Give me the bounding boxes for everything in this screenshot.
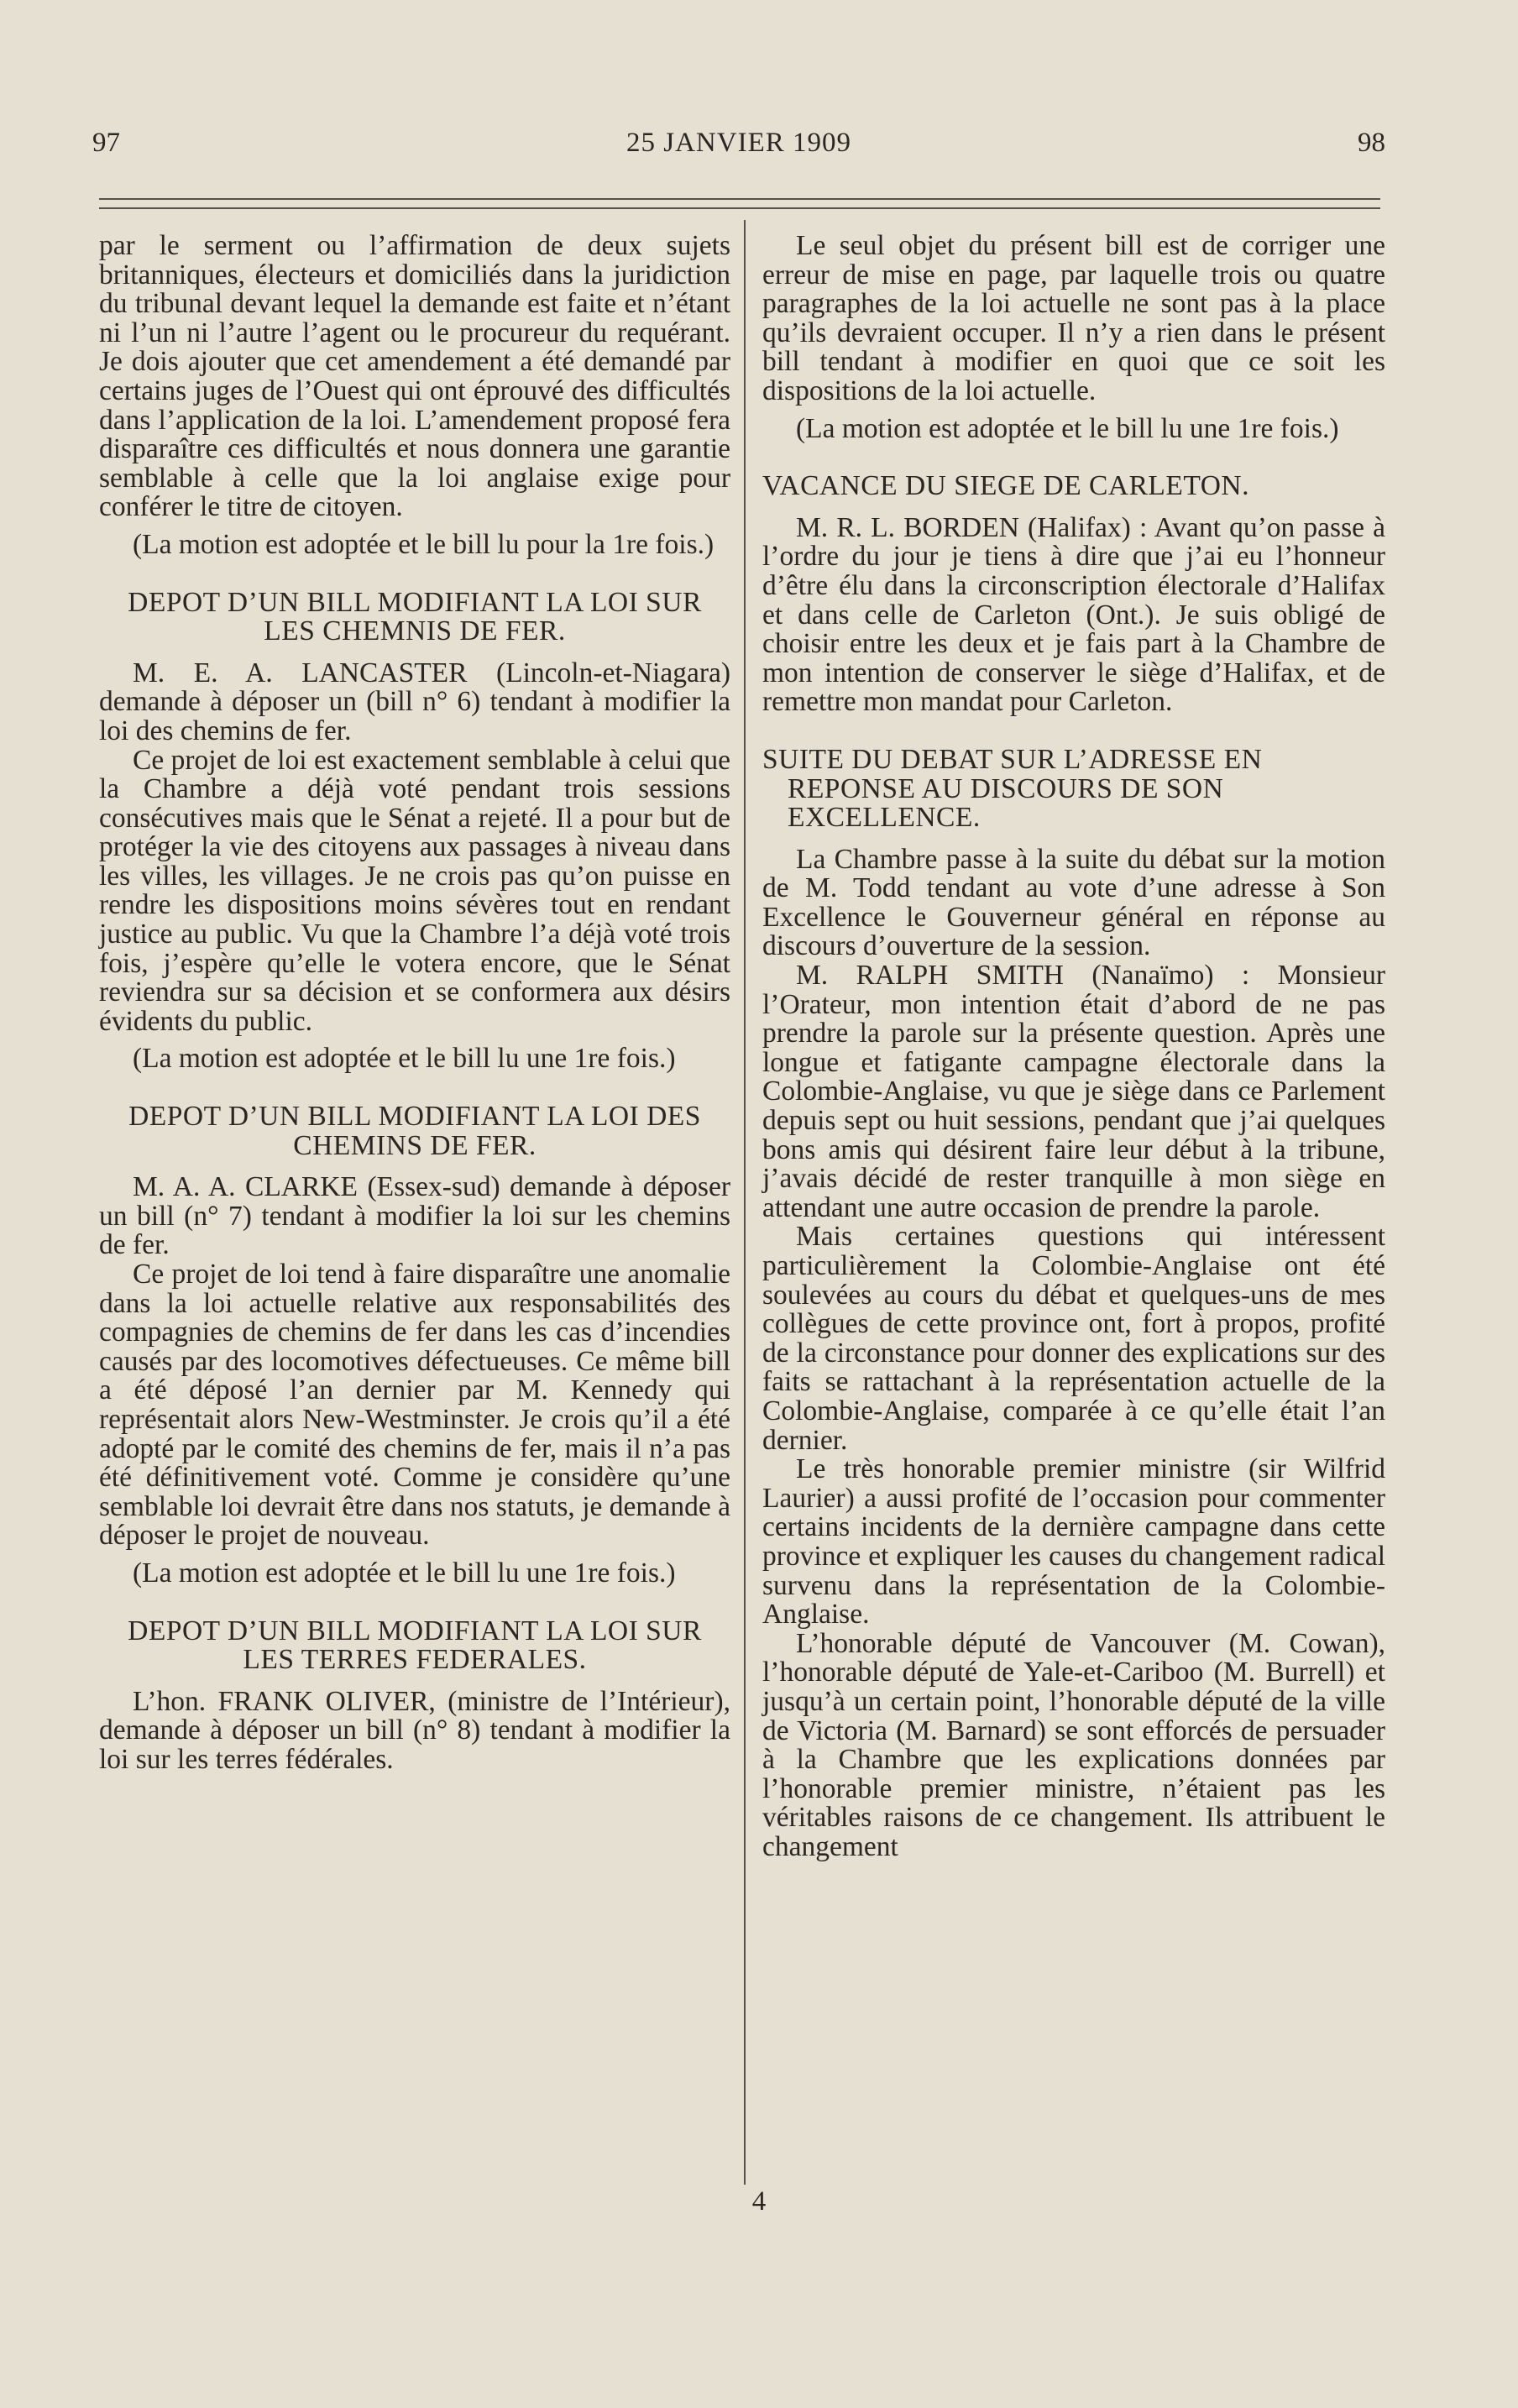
paragraph: L’honorable député de Vancouver (M. Cowan), l’honorable député de Yale-et-Cariboo (M. Burrell) et jusqu’à un certain point, l’honorable député de la ville de Victoria (M. Barnard) se sont efforcés de persuader à la Chambre que les explications données par l’honorable premier ministre, n’étaient pas les véritables raisons de ce changement. Ils attribuent le changement — [762, 1627, 1385, 1862]
left-page-number: 97 — [92, 128, 120, 158]
footer-page-number: 4 — [751, 2186, 767, 2217]
right-page-number: 98 — [1358, 128, 1385, 158]
paragraph: Le très honorable premier ministre (sir Wilfrid Laurier) a aussi profité de l’occasion pour commenter certains incidents de la dernière campagne dans cette province et expliquer les causes du changement radical survenu dans la représentation de la Colombie-Anglaise. — [762, 1453, 1385, 1631]
paragraph-continuation: par le serment ou l’affirmation de deux sujets britanniques, électeurs et domiciliés dans la juridiction du tribunal devant lequel la demande est faite et n’étant ni l’un ni l’autre l’agent ou le procureur du requérant. Je dois ajouter que cet amendement a été demandé par certains juges de l’Ouest qui ont éprouvé des difficultés dans l’application de la loi. L’amendement proposé fera disparaître ces difficultés et nous donnera une garantie semblable à celle que la loi anglaise exige pour conférer le titre de citoyen. — [99, 230, 730, 523]
column-divider — [744, 220, 746, 2185]
page-date: 25 JANVIER 1909 — [626, 128, 851, 158]
paragraph: M. RALPH SMITH (Nanaïmo) : Monsieur l’Orateur, mon intention était d’abord de ne pas prendre la parole sur la présente question. Après une longue et fatigante campagne électorale dans la Colombie-Anglaise, vu que je siège dans ce Parlement depuis sept ou huit sessions, pendant que j’ai quelques bons amis qui désirent faire leur début à la tribune, j’avais décidé de rester tranquille à mon siège en attendant une autre occasion de prendre la parole. — [762, 960, 1385, 1223]
paragraph: M. A. A. CLARKE (Essex-sud) demande à déposer un bill (n° 7) tendant à modifier la loi sur les chemins de fer. — [99, 1171, 730, 1261]
paragraph: Mais certaines questions qui intéressent particulièrement la Colombie-Anglaise ont été soulevées au cours du débat et quelques-uns de mes collègues de cette province ont, fort à propos, profité de la circonstance pour donner des explications sur des faits se rattachant à la représentation actuelle de la Colombie-Anglaise, comparée à ce qu’elle était l’an dernier. — [762, 1221, 1385, 1456]
section-heading: SUITE DU DEBAT SUR L’ADRESSE EN REPONSE AU DISCOURS DE SON EXCELLENCE. — [762, 743, 1263, 834]
paragraph: Ce projet de loi tend à faire disparaître une anomalie dans la loi actuelle relative aux responsabilités des compagnies de chemins de fer dans les cas d’incendies causés par des locomotives défectueuses. Ce même bill a été déposé l’an dernier par M. Kennedy qui représentait alors New-Westminster. Je crois qu’il a été adopté par le comité des chemins de fer, mais il n’a pas été définitivement voté. Comme je considère qu’une semblable loi devrait être dans nos statuts, je demande à déposer le projet de nouveau. — [99, 1259, 730, 1552]
paragraph: L’hon. FRANK OLIVER, (ministre de l’Intérieur), demande à déposer un bill (n° 8) tendant à modifier la loi sur les terres fédérales. — [99, 1685, 730, 1775]
paragraph: Le seul objet du présent bill est de corriger une erreur de mise en page, par laquelle trois ou quatre paragraphes de la loi actuelle ne sont pas à la place qu’ils devraient occuper. Il n’y a rien dans le présent bill tendant à modifier en quoi que ce soit les dispositions de la loi actuelle. — [762, 230, 1385, 406]
page-header — [92, 128, 1385, 170]
paragraph: La Chambre passe à la suite du débat sur la motion de M. Todd tendant au vote d’une adresse à Son Excellence le Gouverneur général en réponse au discours d’ouverture de la session. — [762, 843, 1385, 962]
paragraph: M. R. L. BORDEN (Halifax) : Avant qu’on passe à l’ordre du jour je tiens à dire que j’ai eu l’honneur d’être élu dans la circonscription électorale d’Halifax et dans celle de Carleton (Ont.). Je suis obligé de choisir entre les deux et je fais part à la Chambre de mon intention de conserver le siège d’Halifax, et de remettre mon mandat pour Carleton. — [762, 511, 1385, 718]
section-heading: DEPOT D’UN BILL MODIFIANT LA LOI DES CHEMINS DE FER. — [128, 1101, 701, 1161]
section-heading: DEPOT D’UN BILL MODIFIANT LA LOI SUR LES TERRES FEDERALES. — [128, 1615, 702, 1676]
motion-note: (La motion est adoptée et le bill lu une 1re fois.) — [133, 1043, 676, 1075]
motion-note: (La motion est adoptée et le bill lu une 1re fois.) — [796, 412, 1339, 444]
motion-note: (La motion est adoptée et le bill lu pour la 1re fois.) — [133, 528, 715, 560]
motion-note: (La motion est adoptée et le bill lu une 1re fois.) — [133, 1557, 676, 1589]
right-column — [762, 232, 1385, 1861]
header-rule-top — [99, 198, 1380, 200]
paragraph: M. E. A. LANCASTER (Lincoln-et-Niagara) demande à déposer un (bill n° 6) tendant à modifier la loi des chemins de fer. — [99, 657, 730, 746]
section-heading: VACANCE DU SIEGE DE CARLETON. — [762, 470, 1249, 502]
header-rule-bottom — [99, 207, 1380, 209]
left-column — [99, 232, 730, 1775]
section-heading: DEPOT D’UN BILL MODIFIANT LA LOI SUR LES CHEMNIS DE FER. — [128, 586, 702, 647]
paragraph: Ce projet de loi est exactement semblable à celui que la Chambre a déjà voté pendant trois sessions consécutives mais que le Sénat a rejeté. Il a pour but de protéger la vie des citoyens aux passages à niveau dans les villes, les villages. Je ne crois pas qu’on puisse en rendre les dispositions moins sévères tout en rendant justice au public. Vu que la Chambre l’a déjà voté trois fois, j’espère qu’elle le votera encore, que le Sénat reviendra sur sa décision et se conformera aux désirs évidents du public. — [99, 744, 730, 1037]
